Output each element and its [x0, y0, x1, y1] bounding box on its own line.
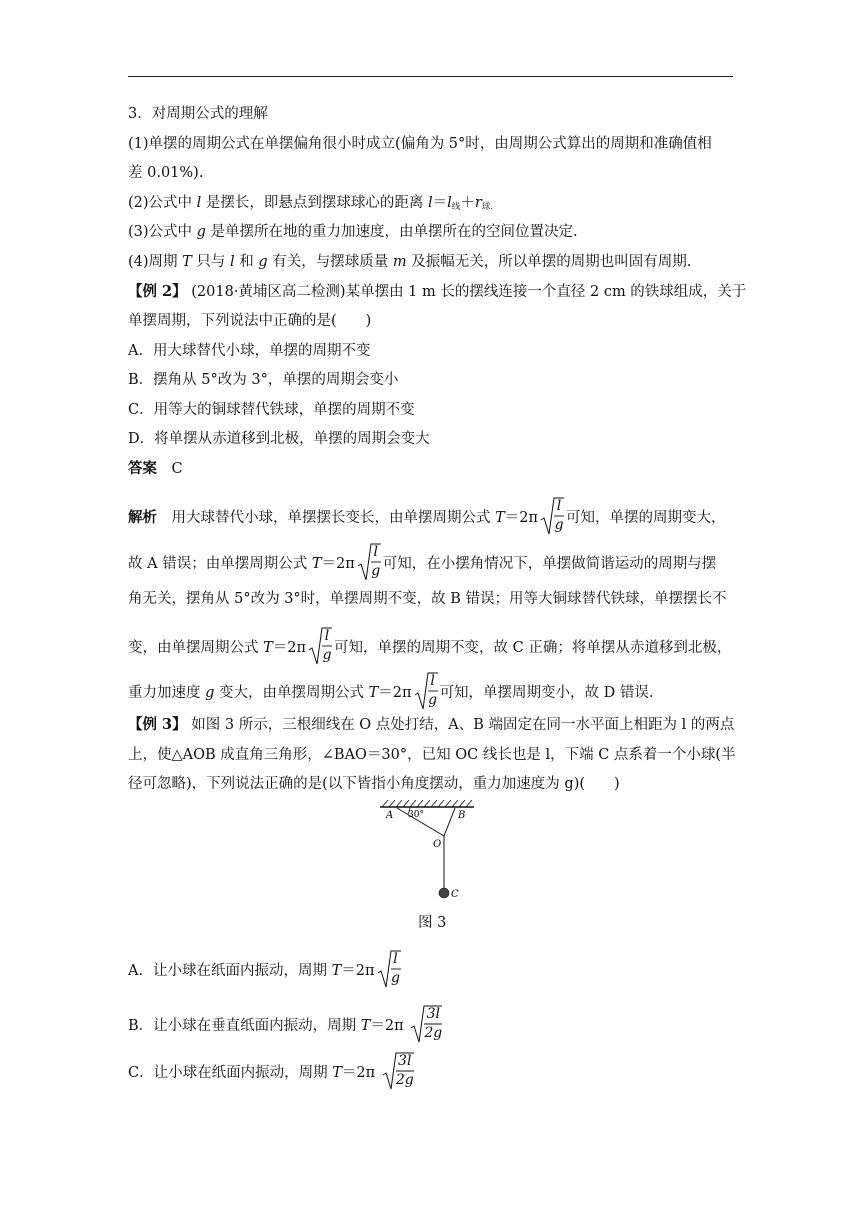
sqrt-formula — [540, 496, 564, 536]
var-l: l — [428, 195, 433, 211]
string-BO — [444, 808, 455, 836]
answer-value: C — [171, 461, 183, 477]
var-l: l — [230, 254, 235, 270]
denominator: 2g — [424, 1025, 443, 1041]
ceiling-hatch — [382, 800, 472, 807]
example3-tag: 【例 3】 — [128, 716, 187, 733]
denominator: g — [554, 517, 564, 533]
text: 重力加速度 — [128, 685, 206, 701]
var-T: T — [263, 640, 273, 656]
text: 是摆长，即悬点到摆球球心的距离 — [201, 195, 429, 211]
text: 可知，单摆的周期变大， — [566, 510, 726, 526]
var-g: g — [196, 224, 206, 240]
text: 故 A 错误；由单摆周期公式 — [128, 556, 312, 572]
numerator: l — [393, 951, 398, 967]
example2-option-a: A．用大球替代小球，单摆的周期不变 — [128, 343, 371, 359]
label-C: C — [451, 889, 459, 900]
analysis-line3: 角无关，摆角从 5°改为 3°时，单摆周期不变，故 B 错误；用等大铜球替代铁球，单摆摆长不 — [128, 591, 727, 607]
text: 变大，由单摆周期公式 — [214, 685, 369, 701]
example2-tag: 【例 2】 — [128, 283, 187, 300]
text: A．让小球在纸面内振动，周期 — [128, 963, 332, 979]
var-m: m — [392, 254, 407, 270]
analysis-line5 — [128, 673, 654, 713]
example2-answer — [128, 459, 183, 479]
numerator: l — [430, 673, 435, 689]
section-title: 3．对周期公式的理解 — [128, 106, 268, 122]
numerator: l — [556, 498, 562, 514]
denominator: g — [391, 970, 401, 986]
numerator: l — [373, 544, 378, 560]
analysis-label: 解析 — [128, 509, 157, 526]
answer-label: 答案 — [128, 460, 157, 477]
example2-option-d: D．将单摆从赤道移到北极，单摆的周期会变大 — [128, 431, 430, 447]
text: (2018·黄埔区高二检测)某单摆由 1 m 长的摆线连接一个直径 2 cm 的铁球组成，关于 — [186, 284, 747, 300]
text: 可知，单摆的周期不变，故 C 正确；将单摆从赤道移到北极， — [334, 640, 732, 656]
var-T: T — [182, 254, 192, 270]
sqrt-formula — [382, 1051, 414, 1091]
example2-question-line2: 单摆周期，下列说法中正确的是( ) — [128, 313, 372, 329]
text: ＝ — [432, 195, 448, 211]
label-O: O — [433, 839, 442, 850]
var-r: r — [474, 195, 482, 211]
text: 是单摆所在地的重力加速度，由单摆所在的空间位置决定. — [205, 224, 578, 240]
analysis-line2 — [128, 544, 716, 584]
analysis-line4 — [128, 628, 731, 668]
text: (3)公式中 — [128, 224, 197, 240]
text: 用大球替代小球，单摆摆长变长，由单摆周期公式 — [157, 510, 496, 526]
var-l: l — [447, 195, 452, 211]
example2-question-line1 — [128, 282, 746, 302]
var-T: T — [311, 556, 322, 572]
example3-option-c — [128, 1053, 416, 1093]
example3-option-a — [128, 951, 403, 991]
text: ＝2π — [504, 510, 539, 526]
pendulum-ball — [439, 888, 449, 898]
sqrt-formula — [357, 542, 381, 582]
var-g: g — [258, 254, 268, 270]
paragraph-3 — [128, 222, 578, 242]
text: ＝2π — [272, 640, 307, 656]
example2-option-b: B．摆角从 5°改为 3°，单摆的周期会变小 — [128, 372, 399, 388]
text: 可知，单摆周期变小，故 D 错误. — [439, 685, 654, 701]
sqrt-formula — [410, 1004, 442, 1044]
numerator: l — [324, 628, 330, 644]
text: 如图 3 所示，三根细线在 O 点处打结，A、B 端固定在同一水平面上相距为 l 的两点 — [186, 717, 735, 733]
denominator: g — [428, 692, 438, 708]
label-A: A — [386, 810, 394, 821]
text: 和 — [234, 254, 259, 270]
numerator: 3l — [398, 1053, 412, 1069]
example3-question-line1 — [128, 715, 734, 735]
subscript: 线 — [451, 202, 461, 212]
text: 变，由单摆周期公式 — [128, 640, 264, 656]
sqrt-formula — [308, 626, 332, 666]
text: (4)周期 — [128, 254, 183, 270]
paragraph-2 — [128, 193, 493, 217]
label-B: B — [458, 810, 466, 821]
var-g: g — [205, 685, 215, 701]
text: 只与 — [191, 254, 231, 270]
label-angle: 30° — [408, 810, 424, 820]
denominator: 2g — [395, 1072, 414, 1088]
pendulum-figure — [372, 796, 482, 908]
text: 有关，与摆球质量 — [267, 254, 393, 270]
denominator: g — [371, 563, 381, 579]
text: ＝2π — [321, 556, 355, 572]
sqrt-formula — [377, 949, 401, 989]
var-T: T — [495, 510, 505, 526]
text: 及振幅无关，所以单摆的周期也叫固有周期. — [406, 254, 692, 270]
var-T: T — [332, 1065, 342, 1081]
numerator: 3l — [426, 1006, 440, 1022]
example3-question-line3: 径可忽略)，下列说法正确的是(以下皆指小角度摆动，重力加速度为 g)( ) — [128, 776, 620, 792]
var-T: T — [368, 685, 379, 701]
text: B．让小球在垂直纸面内振动，周期 — [128, 1018, 361, 1034]
text: ＝2π — [341, 1065, 376, 1081]
text: (2)公式中 — [128, 195, 197, 211]
header-rule — [128, 76, 733, 77]
example3-question-line2: 上，使△AOB 成直角三角形，∠BAO＝30°，已知 OC 线长也是 l，下端 C 点系着一个小球(半 — [128, 747, 736, 763]
paragraph-4 — [128, 252, 691, 272]
denominator: g — [322, 647, 332, 663]
paragraph-1b: 差 0.01%). — [128, 165, 204, 181]
var-T: T — [360, 1018, 371, 1034]
text: ＋ — [460, 195, 475, 211]
pendulum-diagram — [372, 796, 482, 904]
sqrt-formula — [414, 671, 438, 711]
var-T: T — [331, 963, 342, 979]
paragraph-1a: (1)单摆的周期公式在单摆偏角很小时成立(偏角为 5°时，由周期公式算出的周期和准确值相 — [128, 136, 712, 152]
text: C．让小球在纸面内振动，周期 — [128, 1065, 333, 1081]
example3-option-b — [128, 1006, 444, 1046]
figure-caption: 图 3 — [418, 915, 447, 931]
var-l: l — [196, 195, 202, 211]
text: ＝2π — [341, 963, 375, 979]
analysis-line1 — [128, 498, 726, 538]
text: ＝2π — [370, 1018, 404, 1034]
text: ＝2π — [378, 685, 412, 701]
subscript: 球. — [481, 202, 493, 212]
text: 可知，在小摆角情况下，单摆做简谐运动的周期与摆 — [382, 556, 717, 572]
example2-option-c: C．用等大的铜球替代铁球，单摆的周期不变 — [128, 402, 415, 418]
